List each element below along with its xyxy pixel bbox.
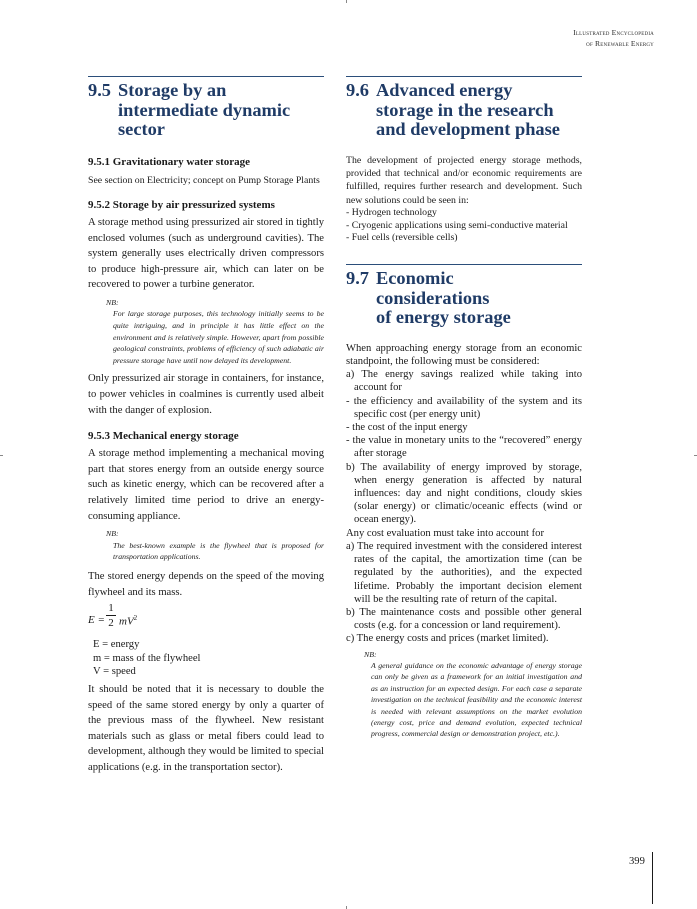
list-item: c) The energy costs and prices (market limited). <box>346 633 549 645</box>
section-number: 9.5 <box>88 80 111 100</box>
left-column <box>88 76 324 776</box>
title-line: storage in the research <box>376 99 554 120</box>
list-item: b) The maintenance costs and possible other general costs (e.g. for a concession or land requirement). <box>346 606 582 632</box>
section-9-7-title <box>346 269 582 328</box>
paragraph: It should be noted that it is necessary to double the speed of the same stored energy by only a quarter of the previous mass of the flywheel. New resistant materials such as glass or metal fibers could lead to development, although they would be limited to special applications (e.g. in the transportation sector). <box>88 683 324 773</box>
title-line: Storage by an <box>118 80 227 100</box>
section-rule <box>346 264 582 265</box>
paragraph: The stored energy depends on the speed of the moving flywheel and its mass. <box>88 570 324 598</box>
definition-speed: V = speed <box>93 666 136 678</box>
header-line-1: Illustrated Encyclopedia <box>573 28 654 37</box>
section-number: 9.7 <box>346 268 369 289</box>
note-text: A general guidance on the economic advantage of energy storage can only be given as a framework for an initial investigation and as an instruction for an expected design. For each case a separate investigation on the technical feasibility and the economic interest is needed with relevant assumptions on the market evolution (energy cost, price and demand evolution, expected technical progress, commercial design or demonstration project, etc.). <box>371 660 582 739</box>
page-number: 399 <box>629 856 645 867</box>
list-item: - the value in monetary units to the “recovered” energy after storage <box>346 435 582 460</box>
subsection-9-5-2-title: 9.5.2 Storage by air pressurized systems <box>88 198 275 211</box>
section-9-5-title <box>88 81 324 140</box>
list-item: - the cost of the input energy <box>346 422 468 434</box>
kinetic-energy-formula <box>88 602 324 636</box>
page-edge-bar <box>652 852 653 904</box>
title-line: sector <box>118 119 165 139</box>
paragraph: The development of projected energy storage methods, provided that technical and/or economic requirements are fulfilled, requires further research and development. Such new solutions could be seen in: <box>346 154 582 206</box>
subsection-9-5-1-title: 9.5.1 Gravitationary water storage <box>88 155 251 168</box>
subsection-9-5-3-title: 9.5.3 Mechanical energy storage <box>88 430 239 443</box>
right-column <box>346 76 582 740</box>
title-line: of energy storage <box>376 307 511 328</box>
section-rule <box>346 76 582 77</box>
paragraph: A storage method using pressurized air stored in tightly enclosed volumes (such as underground cavities). The system generally uses electrically driven compressors to produce high-pressure air, which can later on be recovered to power a turbine generator. <box>88 216 324 291</box>
title-line: intermediate dynamic <box>118 99 291 120</box>
crop-mark <box>0 455 3 456</box>
paragraph: Only pressurized air storage in containers, for instance, to power vehicles in coalmines is currently used albeit with the danger of explosion. <box>88 373 324 416</box>
list-item: a) The required investment with the considered interest rates of the capital, the amortization time (can be regulated by the authorities), and the expected lifetime. Probably the important decision element will be the resulting rate of return of the capital. <box>346 540 582 605</box>
list-item: - Fuel cells (reversible cells) <box>346 231 458 243</box>
energy-savings-list <box>346 368 582 526</box>
title-line: considerations <box>376 287 490 308</box>
note-block <box>88 528 324 563</box>
paragraph: A storage method implementing a mechanical moving part that stores energy from an outside energy source such as kinetic energy, which can be recovered after a relatively limited time period to drive an energy-consuming appliance. <box>88 448 324 522</box>
fraction-denominator: 2 <box>108 617 114 630</box>
title-line: Advanced energy <box>376 80 513 100</box>
paragraph: Any cost evaluation must take into account for <box>346 527 544 539</box>
note-label: NB: <box>106 529 119 539</box>
fraction-bar <box>106 615 116 616</box>
crop-mark <box>346 0 347 3</box>
note-block <box>346 649 582 740</box>
title-line: Economic <box>376 268 454 289</box>
section-rule <box>88 76 324 77</box>
definition-mass: m = mass of the flywheel <box>93 652 201 664</box>
formula-exponent: 2 <box>133 614 138 623</box>
note-label: NB: <box>106 297 119 307</box>
list-item: - Cryogenic applications using semi-conductive material <box>346 219 568 231</box>
cost-evaluation-list <box>346 540 582 646</box>
subsection-9-5-1-text: See section on Electricity; concept on Pump Storage Plants <box>88 174 320 186</box>
fraction-numerator: 1 <box>108 602 114 615</box>
formula-fraction <box>106 602 116 629</box>
note-label: NB: <box>364 649 377 659</box>
section-9-6-title <box>346 81 582 140</box>
list-item: b) The availability of energy improved by storage, when energy generation is affected by natural influences: day and night conditions, cloudy skies (solar energy) or climatic/oceanic effects (wind or ocean energy). <box>346 461 582 526</box>
formula-term: mV <box>119 615 134 628</box>
formula-lhs: E = <box>88 614 105 627</box>
note-text: For large storage purposes, this technology initially seems to be quite intriguing, and in principle it has little effect on the environment and is relatively simple. However, apart from possible geological constraints, problems of efficiency of such adiabatic air pressure storage have until now delayed its development. <box>113 309 324 365</box>
header-line-2: of Renewable Energy <box>586 38 654 48</box>
note-block <box>88 297 324 367</box>
note-text: The best-known example is the flywheel that is proposed for transportation applications. <box>113 540 324 562</box>
section-number: 9.6 <box>346 80 369 100</box>
formula-rhs <box>119 614 137 628</box>
title-line: and development phase <box>376 119 560 139</box>
research-list <box>346 207 582 244</box>
running-header <box>573 28 654 49</box>
list-item: - the efficiency and availability of the system and its specific cost (per energy unit) <box>346 395 582 420</box>
paragraph: When approaching energy storage from an economic standpoint, the following must be considered: <box>346 342 582 368</box>
list-item: - Hydrogen technology <box>346 207 437 219</box>
definition-energy: E = energy <box>93 639 140 651</box>
list-item: a) The energy savings realized while taking into account for <box>346 369 582 394</box>
formula-definitions <box>93 638 324 679</box>
